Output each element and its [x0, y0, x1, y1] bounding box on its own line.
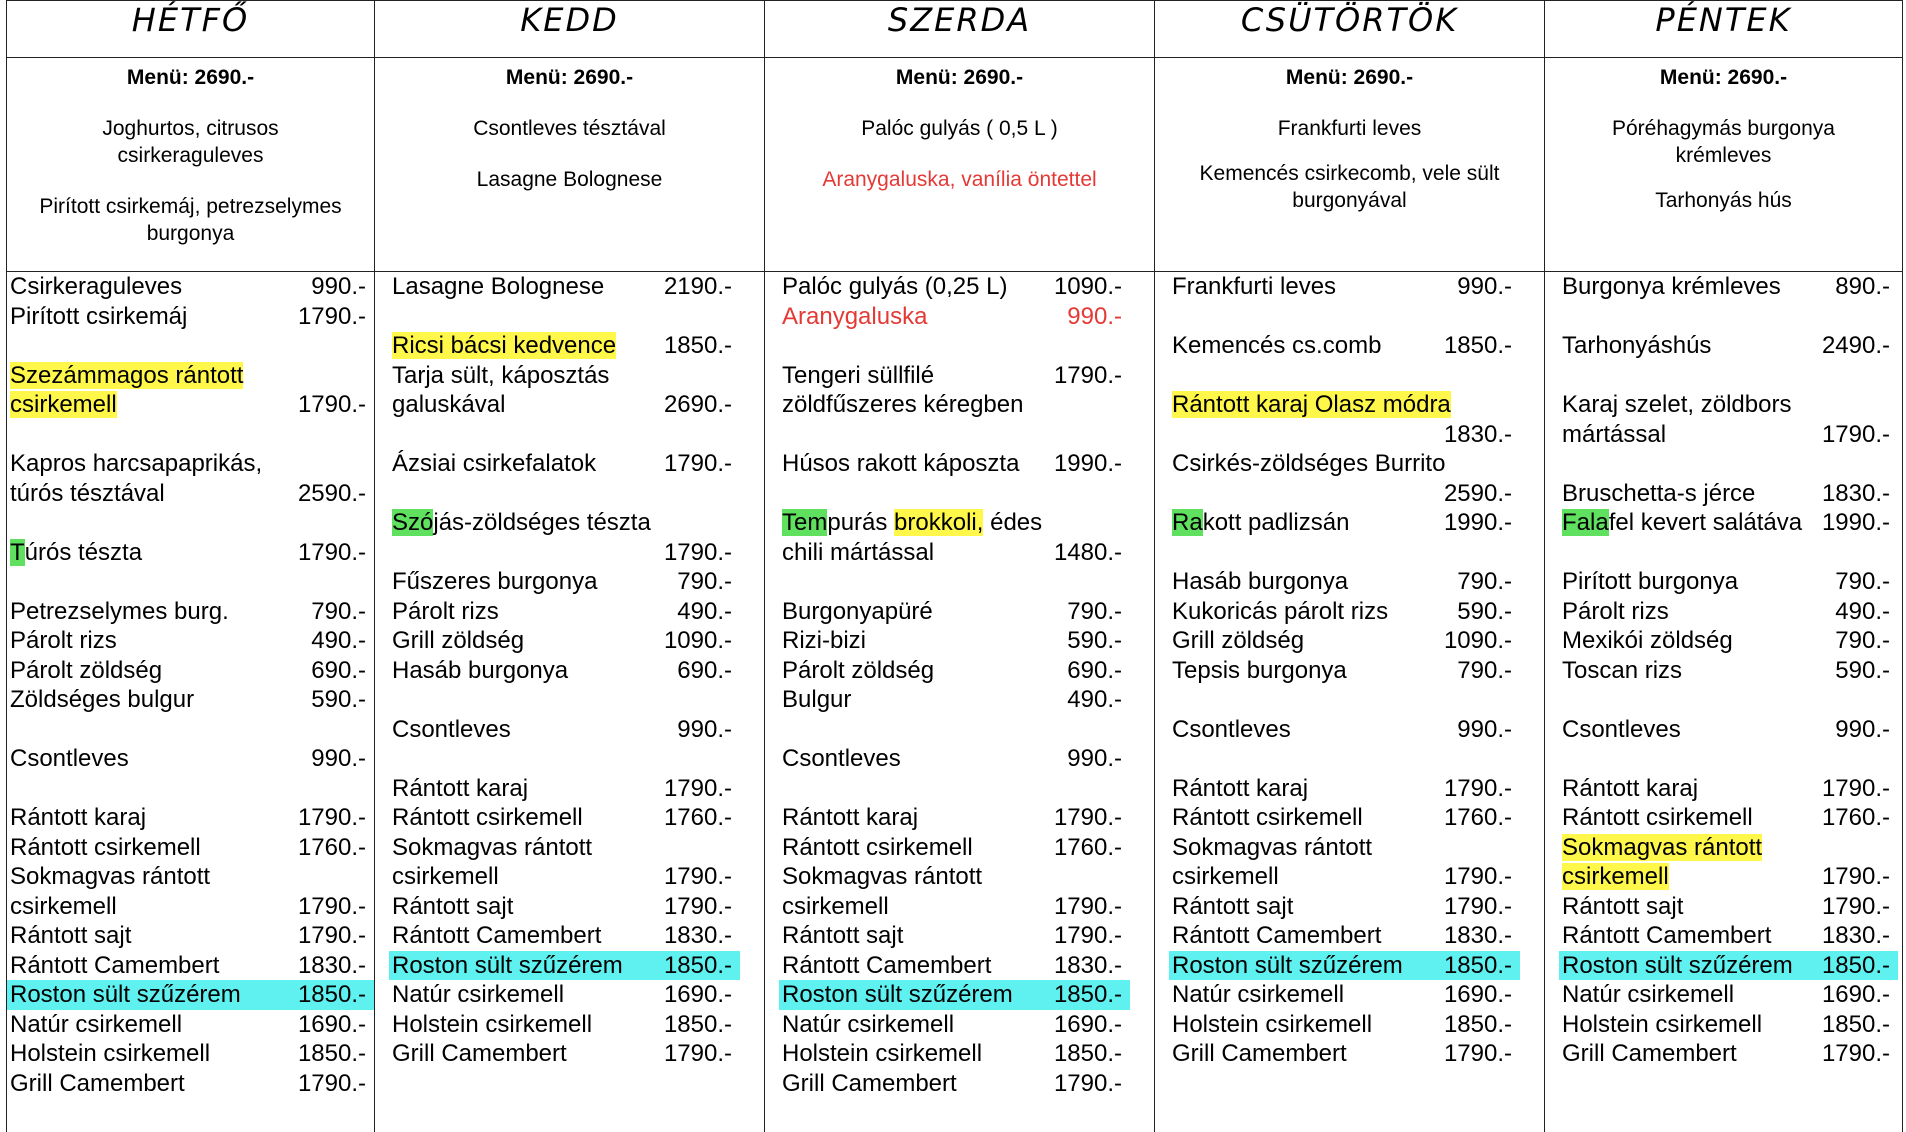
set-menu-main: Kemencés csirkecomb, vele sült burgonyával [1161, 160, 1538, 214]
set-menu-main: Lasagne Bolognese [381, 166, 758, 193]
menu-item: Csontleves 990.- [7, 744, 374, 774]
menu-item: Kukoricás párolt rizs 590.- [1169, 597, 1520, 627]
menu-item: Sokmagvas rántott [7, 862, 374, 892]
menu-item: Rántott sajt 1790.- [779, 921, 1130, 951]
menu-item: Pirított csirkemáj 1790.- [7, 302, 374, 332]
menu-item: Rántott Camembert 1830.- [7, 951, 374, 981]
menu-item: Bruschetta-s jérce 1830.- [1559, 479, 1898, 509]
menu-item: Natúr csirkemell 1690.- [389, 980, 740, 1010]
menu-item: Párolt rizs 490.- [7, 626, 374, 656]
menu-item: Párolt rizs 490.- [1559, 597, 1898, 627]
alacarte-wednesday [765, 272, 1155, 1132]
weekly-menu-table [6, 0, 1903, 1132]
menu-item: Párolt zöldség 690.- [7, 656, 374, 686]
set-menu-main: Aranygaluska, vanília öntettel [771, 166, 1148, 193]
menu-price: Menü: 2690.- [7, 64, 374, 91]
menu-item: Aranygaluska 990.- [779, 302, 1130, 332]
menu-item: Párolt rizs 490.- [389, 597, 740, 627]
menu-item: Grill Camembert 1790.- [7, 1069, 374, 1099]
menu-item: Grill zöldség 1090.- [1169, 626, 1520, 656]
menu-item: Rántott sajt 1790.- [1169, 892, 1520, 922]
menu-item-highlight: Roston sült szűzérem 1850.- [1169, 951, 1520, 981]
menu-item: Csontleves 990.- [389, 715, 740, 745]
menu-item-price: 1830.- [1169, 420, 1520, 450]
menu-item: csirkemell 1790.- [7, 892, 374, 922]
menu-item: Karaj szelet, zöldbors [1559, 390, 1898, 420]
menu-item: Csontleves 990.- [779, 744, 1130, 774]
day-header-wednesday: SZERDA [765, 1, 1155, 58]
menu-item-highlight: Sokmagvas rántott [1559, 833, 1898, 863]
menu-item: Grill Camembert 1790.- [1559, 1039, 1898, 1069]
menu-item: Csirkeraguleves 990.- [7, 272, 374, 302]
menu-item: csirkemell 1790.- [389, 862, 740, 892]
menu-item: Rakott padlizsán 1990.- [1169, 508, 1520, 538]
menu-item: Sokmagvas rántott [779, 862, 1130, 892]
set-menu-friday [1545, 58, 1903, 272]
menu-item-highlight: csirkemell 1790.- [1559, 862, 1898, 892]
set-menu-soup: Csontleves tésztával [381, 115, 758, 142]
set-menu-monday [7, 58, 375, 272]
menu-item: Rántott csirkemell 1760.- [389, 803, 740, 833]
menu-item-highlight: Szezámmagos rántott [7, 361, 374, 391]
menu-item-highlight: Rántott karaj Olasz módra [1169, 390, 1520, 420]
menu-item: Rántott csirkemell 1760.- [779, 833, 1130, 863]
menu-item: Rántott Camembert 1830.- [1559, 921, 1898, 951]
menu-item: Rántott karaj 1790.- [1169, 774, 1520, 804]
menu-item: Grill Camembert 1790.- [389, 1039, 740, 1069]
menu-item: Kapros harcsapaprikás, [7, 449, 374, 479]
menu-item: Sokmagvas rántott [389, 833, 740, 863]
menu-item: túrós tésztával 2590.- [7, 479, 374, 509]
menu-item: Rántott Camembert 1830.- [779, 951, 1130, 981]
alacarte-thursday [1155, 272, 1545, 1132]
set-menu-main: Tarhonyás hús [1551, 187, 1896, 214]
menu-item: Burgonya krémleves 890.- [1559, 272, 1898, 302]
menu-item-highlight: Roston sült szűzérem 1850.- [7, 980, 374, 1010]
menu-item: Natúr csirkemell 1690.- [7, 1010, 374, 1040]
menu-item: Holstein csirkemell 1850.- [1559, 1010, 1898, 1040]
menu-item-price: 2590.- [1169, 479, 1520, 509]
menu-item: Pirított burgonya 790.- [1559, 567, 1898, 597]
menu-item: Rántott csirkemell 1760.- [1559, 803, 1898, 833]
menu-item: Mexikói zöldség 790.- [1559, 626, 1898, 656]
menu-item: Holstein csirkemell 1850.- [389, 1010, 740, 1040]
day-header-row [7, 1, 1903, 58]
menu-item: Holstein csirkemell 1850.- [1169, 1010, 1520, 1040]
menu-item: Túrós tészta 1790.- [7, 538, 374, 568]
menu-item: Tempurás brokkoli, édes [779, 508, 1130, 538]
menu-item: Natúr csirkemell 1690.- [779, 1010, 1130, 1040]
menu-item: csirkemell 1790.- [1169, 862, 1520, 892]
menu-item: Rántott karaj 1790.- [7, 803, 374, 833]
menu-item-highlight: Roston sült szűzérem 1850.- [1559, 951, 1898, 981]
menu-price: Menü: 2690.- [375, 64, 764, 91]
menu-item: Burgonyapüré 790.- [779, 597, 1130, 627]
alacarte-friday [1545, 272, 1903, 1132]
menu-item: Rántott karaj 1790.- [389, 774, 740, 804]
day-header-friday: PÉNTEK [1545, 1, 1903, 58]
menu-item: Grill Camembert 1790.- [779, 1069, 1130, 1099]
menu-item: Rántott Camembert 1830.- [389, 921, 740, 951]
menu-item: Holstein csirkemell 1850.- [779, 1039, 1130, 1069]
menu-item: Natúr csirkemell 1690.- [1169, 980, 1520, 1010]
set-menu-soup: Palóc gulyás ( 0,5 L ) [771, 115, 1148, 142]
menu-item: Rántott sajt 1790.- [7, 921, 374, 951]
menu-item-highlight: Roston sült szűzérem 1850.- [779, 980, 1130, 1010]
menu-item: galuskával 2690.- [389, 390, 740, 420]
menu-item: Fűszeres burgonya 790.- [389, 567, 740, 597]
menu-item: Toscan rizs 590.- [1559, 656, 1898, 686]
menu-item: Rántott karaj 1790.- [779, 803, 1130, 833]
menu-item: Frankfurti leves 990.- [1169, 272, 1520, 302]
menu-item: Rántott sajt 1790.- [389, 892, 740, 922]
set-menu-wednesday [765, 58, 1155, 272]
menu-item-price: 1790.- [389, 538, 740, 568]
set-menu-row [7, 58, 1903, 272]
menu-item: Petrezselymes burg. 790.- [7, 597, 374, 627]
menu-item: Rántott karaj 1790.- [1559, 774, 1898, 804]
menu-item: Hasáb burgonya 790.- [1169, 567, 1520, 597]
menu-item: Bulgur 490.- [779, 685, 1130, 715]
menu-item: Grill zöldség 1090.- [389, 626, 740, 656]
set-menu-soup: Joghurtos, citrusos csirkeraguleves [67, 115, 314, 169]
menu-item: Natúr csirkemell 1690.- [1559, 980, 1898, 1010]
menu-item: Húsos rakott káposzta 1990.- [779, 449, 1130, 479]
alacarte-monday [7, 272, 375, 1132]
set-menu-tuesday [375, 58, 765, 272]
menu-price: Menü: 2690.- [1545, 64, 1902, 91]
day-header-thursday: CSÜTÖRTÖK [1155, 1, 1545, 58]
menu-item: Tarja sült, káposztás [389, 361, 740, 391]
menu-item: Csirkés-zöldséges Burrito [1169, 449, 1520, 479]
menu-item: Grill Camembert 1790.- [1169, 1039, 1520, 1069]
day-header-monday: HÉTFŐ [7, 1, 375, 58]
menu-item: Párolt zöldség 690.- [779, 656, 1130, 686]
menu-item: Holstein csirkemell 1850.- [7, 1039, 374, 1069]
menu-item: Rántott csirkemell 1760.- [1169, 803, 1520, 833]
set-menu-soup: Póréhagymás burgonya krémleves [1585, 115, 1862, 169]
menu-item: Tengeri süllfilé 1790.- [779, 361, 1130, 391]
menu-item: Falafel kevert salátáva 1990.- [1559, 508, 1898, 538]
menu-price: Menü: 2690.- [765, 64, 1154, 91]
set-menu-soup: Frankfurti leves [1161, 115, 1538, 142]
menu-item: Sokmagvas rántott [1169, 833, 1520, 863]
menu-item: Rántott Camembert 1830.- [1169, 921, 1520, 951]
alacarte-row [7, 272, 1903, 1132]
menu-item: Rizi-bizi 590.- [779, 626, 1130, 656]
menu-item-highlight: Ricsi bácsi kedvence 1850.- [389, 331, 740, 361]
menu-item: Zöldséges bulgur 590.- [7, 685, 374, 715]
menu-item-highlight: Roston sült szűzérem 1850.- [389, 951, 740, 981]
menu-item: chili mártással 1480.- [779, 538, 1130, 568]
menu-item: mártással 1790.- [1559, 420, 1898, 450]
menu-item: Szójás-zöldséges tészta [389, 508, 740, 538]
menu-item: Kemencés cs.comb 1850.- [1169, 331, 1520, 361]
menu-item-highlight: csirkemell 1790.- [7, 390, 374, 420]
menu-item: Tarhonyáshús 2490.- [1559, 331, 1898, 361]
menu-item: Rántott csirkemell 1760.- [7, 833, 374, 863]
menu-item: Palóc gulyás (0,25 L) 1090.- [779, 272, 1130, 302]
menu-price: Menü: 2690.- [1155, 64, 1544, 91]
day-header-tuesday: KEDD [375, 1, 765, 58]
menu-item: Ázsiai csirkefalatok 1790.- [389, 449, 740, 479]
menu-item: Hasáb burgonya 690.- [389, 656, 740, 686]
menu-item: Csontleves 990.- [1559, 715, 1898, 745]
menu-item: Rántott sajt 1790.- [1559, 892, 1898, 922]
set-menu-main: Pirított csirkemáj, petrezselymes burgonya [37, 193, 344, 247]
set-menu-thursday [1155, 58, 1545, 272]
menu-item: Lasagne Bolognese 2190.- [389, 272, 740, 302]
menu-item: Csontleves 990.- [1169, 715, 1520, 745]
alacarte-tuesday [375, 272, 765, 1132]
menu-item: csirkemell 1790.- [779, 892, 1130, 922]
menu-item: Tepsis burgonya 790.- [1169, 656, 1520, 686]
menu-item: zöldfűszeres kéregben [779, 390, 1130, 420]
